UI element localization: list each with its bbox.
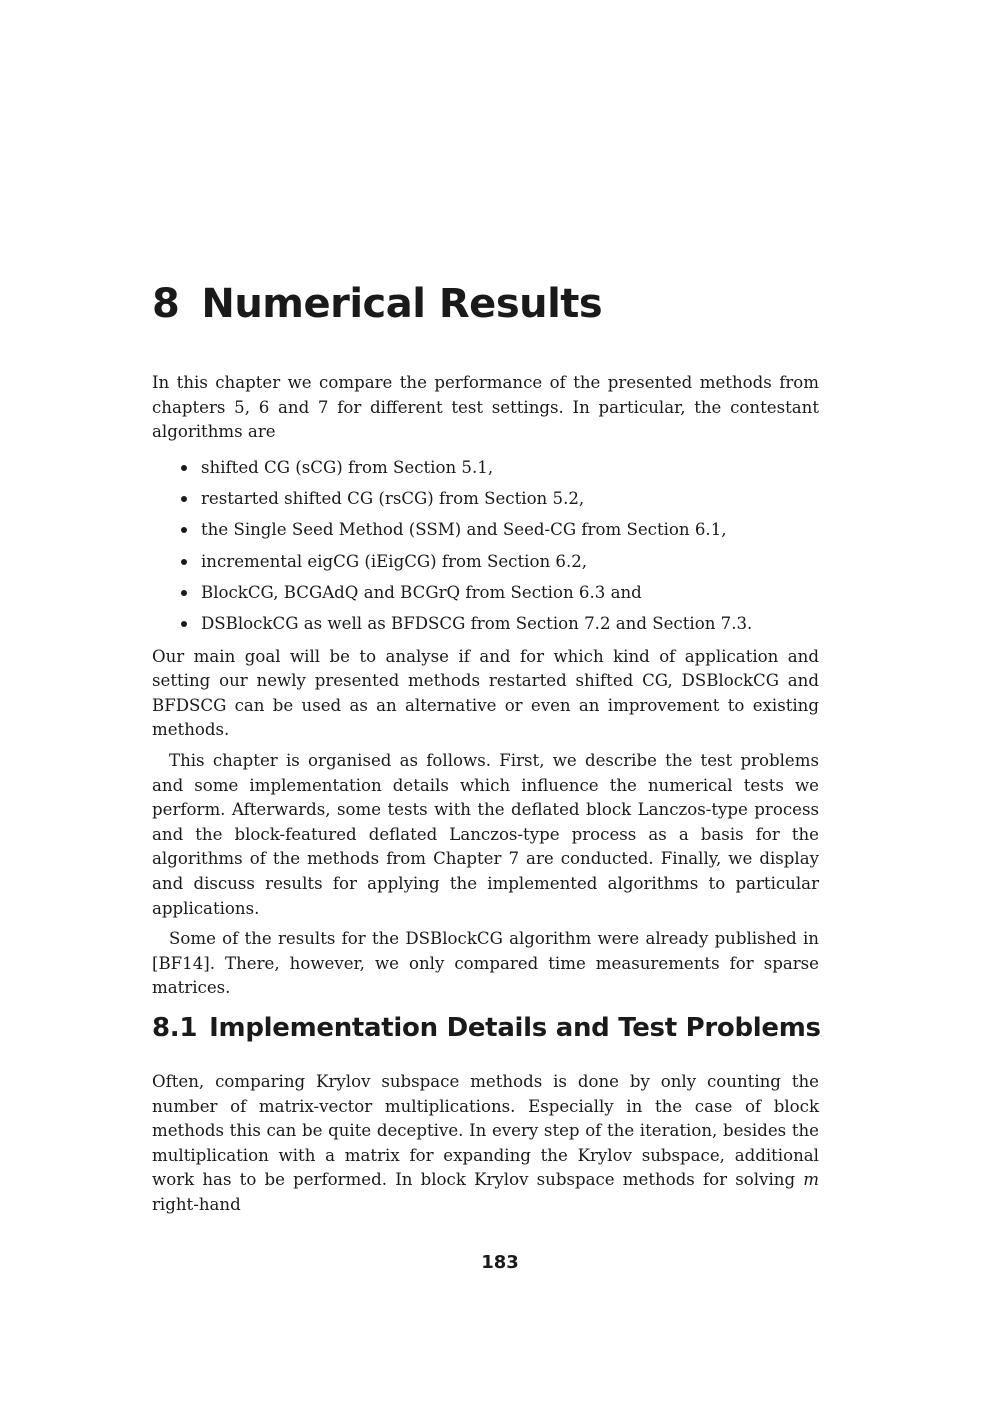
section-title — [152, 1008, 821, 1048]
list-item-text: BlockCG, BCGAdQ and BCGrQ from Section 6.3 and — [201, 582, 642, 602]
algorithm-list — [152, 452, 819, 640]
bullet-icon — [181, 496, 187, 502]
section-title-text: Implementation Details and Test Problems — [209, 1013, 821, 1043]
section-paragraph-start: Often, comparing Krylov subspace methods is done by only counting the number of matrix-vector multiplications. Especially in the case of block methods this can be quite deceptive. In every step of the iteration, besides the multiplication with a matrix for expanding the Krylov subspace, additional work has to be performed. In block Krylov subspace methods for solving — [152, 1072, 819, 1190]
bullet-icon — [181, 621, 187, 627]
list-item-text: DSBlockCG as well as BFDSCG from Section 7.2 and Section 7.3. — [201, 614, 753, 634]
organisation-paragraph: This chapter is organised as follows. First, we describe the test problems and some implementation details which influence the numerical tests we perform. Afterwards, some tests with the deflated block Lanczos-type process and the block-featured deflated Lanczos-type process as a basis for the algorithms of the methods from Chapter 7 are conducted. Finally, we display and discuss results for applying the implemented algorithms to particular applications. — [152, 750, 819, 918]
page-number: 183 — [481, 1252, 519, 1273]
published-paragraph — [152, 927, 819, 1001]
goal-paragraph: Our main goal will be to analyse if and for which kind of application and setting our newly presented methods restarted shifted CG, DSBlockCG and BFDSCG can be used as an alternative or even an improvement to existing methods. — [152, 646, 819, 740]
list-item — [152, 608, 819, 639]
math-symbol: m — [803, 1170, 819, 1190]
list-item — [152, 514, 819, 545]
section-number: 8.1 — [152, 1013, 198, 1043]
bullet-icon — [181, 559, 187, 565]
section-paragraph — [152, 1070, 819, 1218]
list-item-text: restarted shifted CG (rsCG) from Section 5.2, — [201, 489, 585, 509]
chapter-title-text: Numerical Results — [201, 281, 603, 327]
list-item-text: incremental eigCG (iEigCG) from Section 6.2, — [201, 551, 588, 571]
bullet-icon — [181, 590, 187, 596]
list-item — [152, 546, 819, 577]
intro-paragraph: In this chapter we compare the performance of the presented methods from chapters 5, 6 and 7 for different test settings. In particular, the contestant algorithms are — [152, 373, 819, 442]
published-text: Some of the results for the DSBlockCG algorithm were already published in [BF14]. There, however, we only compared time measurements for sparse matrices. — [152, 929, 819, 998]
list-item — [152, 483, 819, 514]
list-item — [152, 452, 819, 483]
section-paragraph-end: right-hand — [152, 1194, 241, 1214]
chapter-title — [152, 276, 602, 332]
section-body — [152, 1070, 819, 1218]
bullet-icon — [181, 465, 187, 471]
bullet-icon — [181, 527, 187, 533]
list-item-text: shifted CG (sCG) from Section 5.1, — [201, 457, 494, 477]
list-item — [152, 577, 819, 608]
chapter-intro — [152, 371, 819, 1001]
list-item-text: the Single Seed Method (SSM) and Seed-CG from Section 6.1, — [201, 520, 727, 540]
chapter-number: 8 — [152, 281, 180, 327]
